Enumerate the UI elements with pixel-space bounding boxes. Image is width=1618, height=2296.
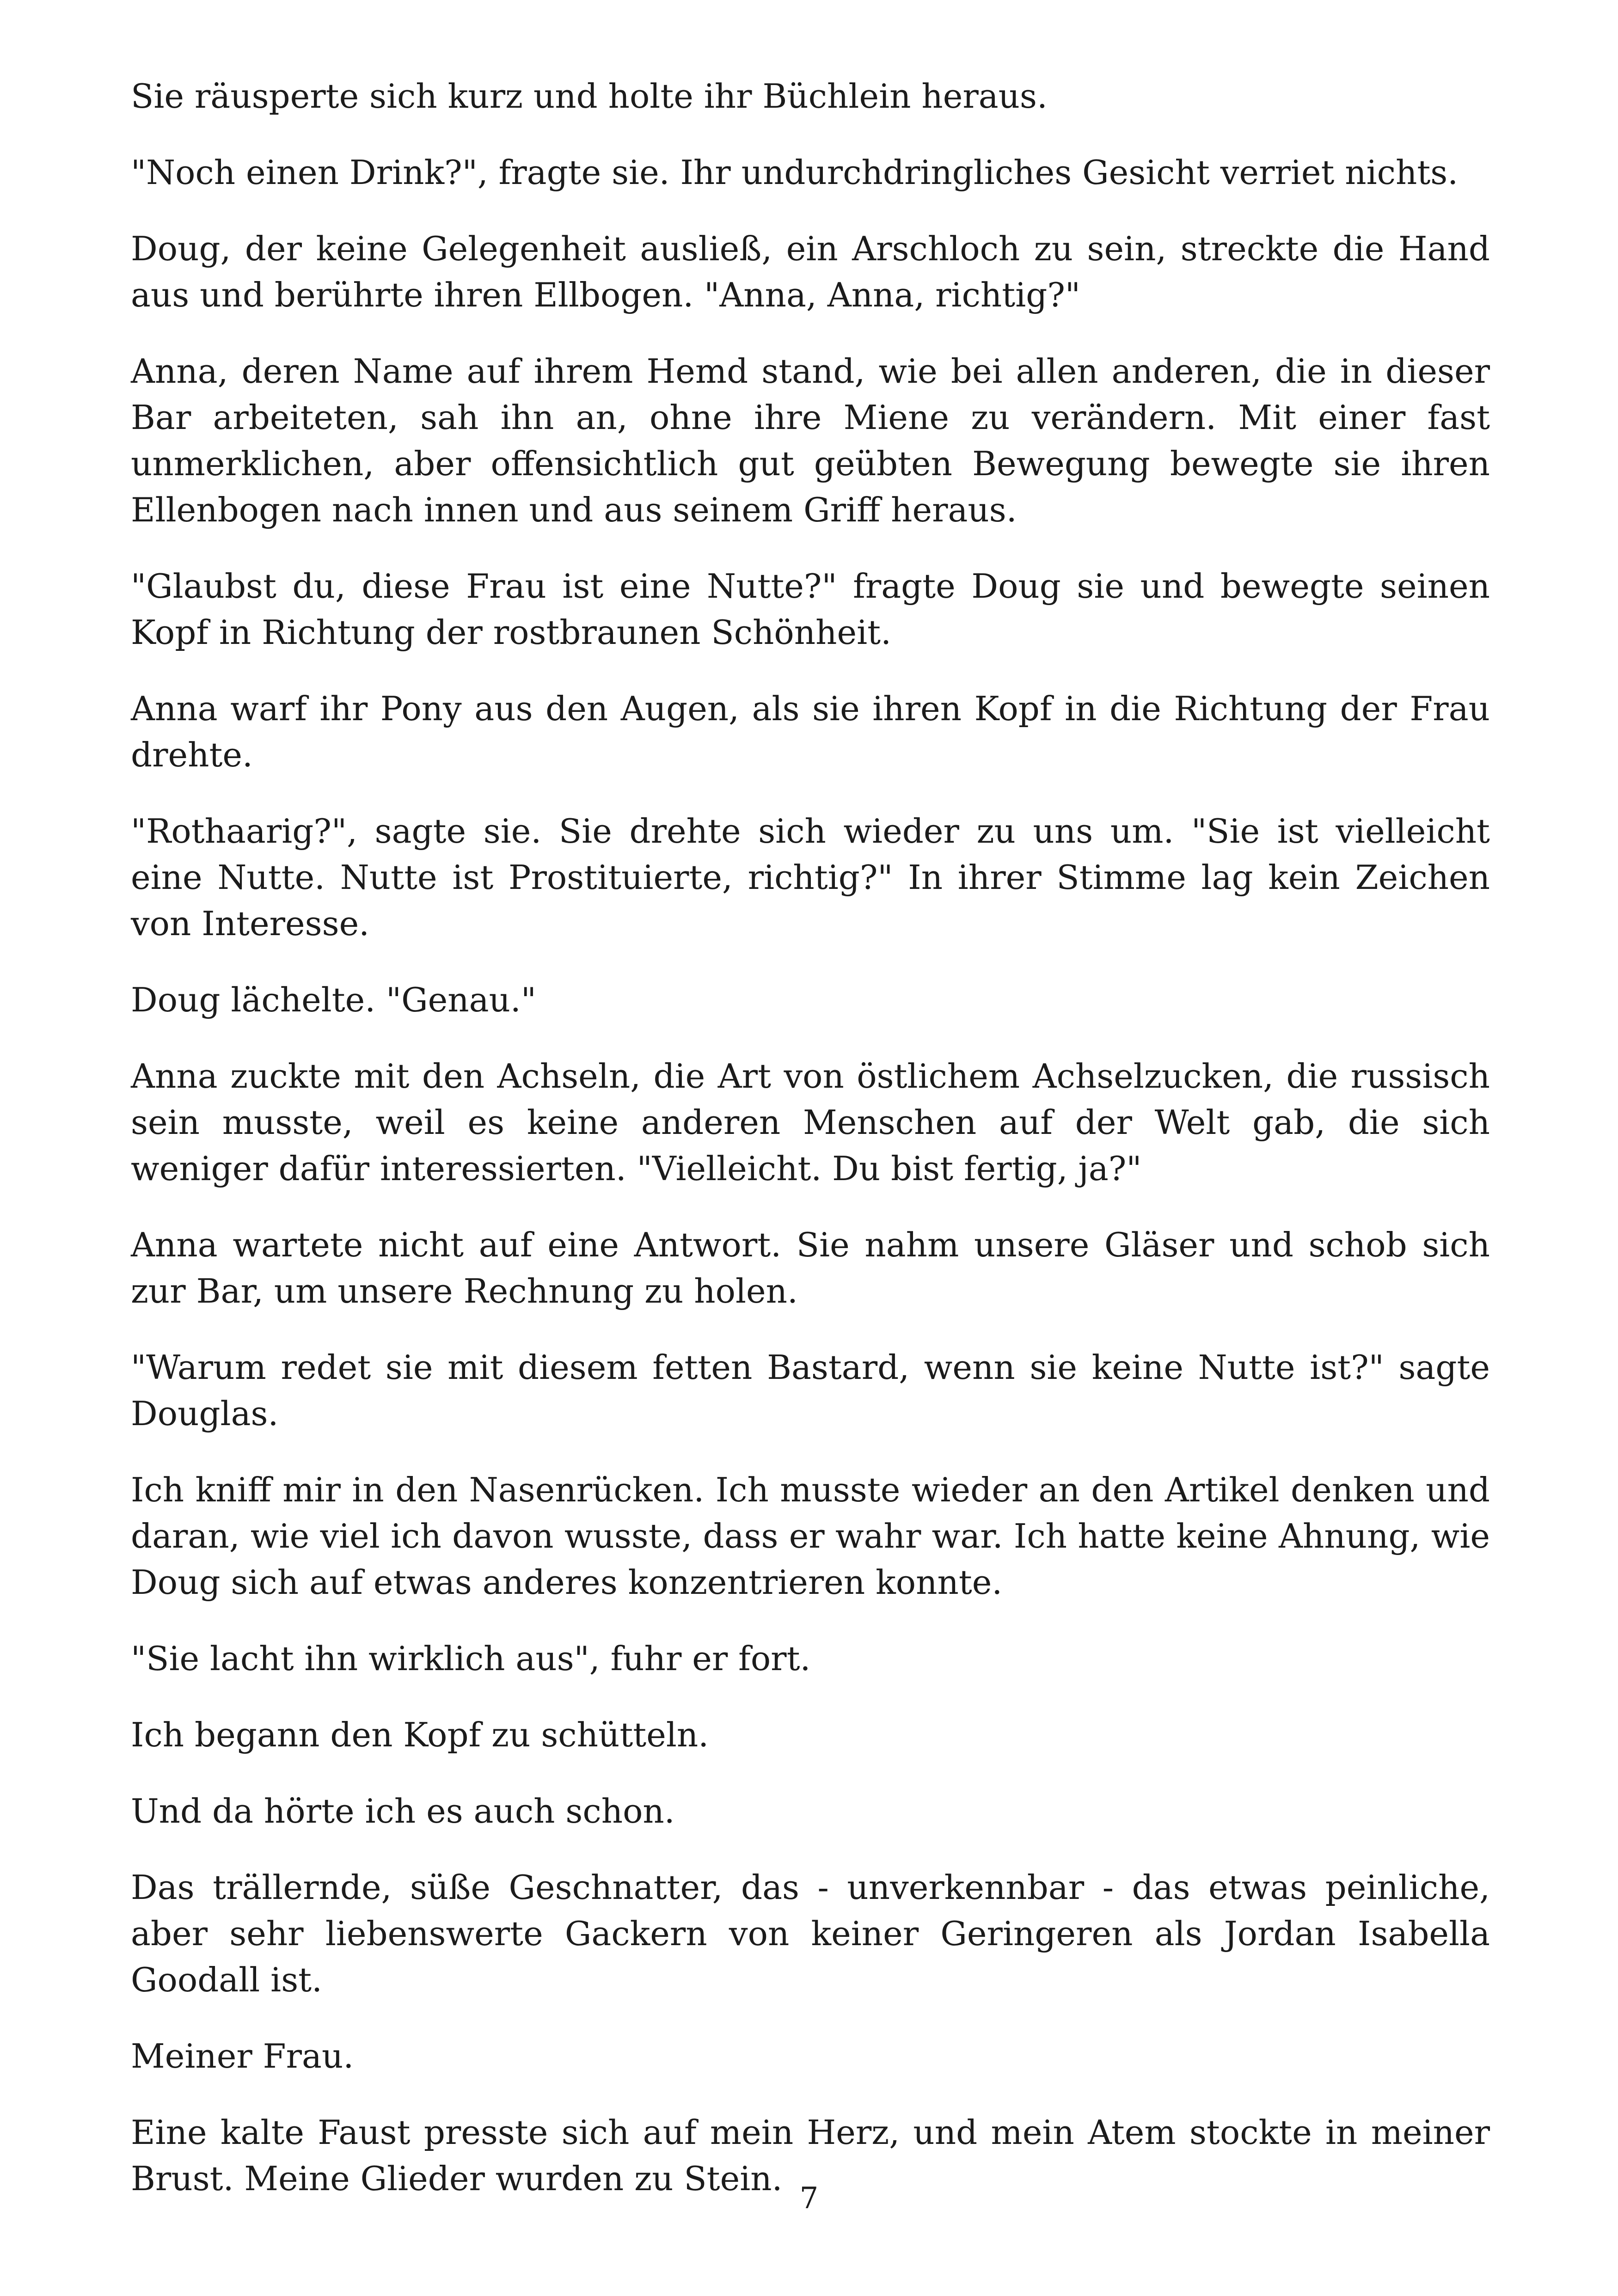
paragraph: Meiner Frau. [131, 2037, 354, 2076]
paragraph: Ich kniff mir in den Nasenrücken. Ich musste wieder an den Artikel denken und daran, wie viel ich davon wusste, dass er wahr war. Ich hatte keine Ahnung, wie Doug sich auf etwas anderes konzentrieren konnte. [131, 1470, 1490, 1602]
paragraph: Anna warf ihr Pony aus den Augen, als sie ihren Kopf in die Richtung der Frau drehte. [131, 689, 1490, 774]
paragraph: Das trällernde, süße Geschnatter, das - unverkennbar - das etwas peinliche, aber sehr liebenswerte Gackern von keiner Geringeren als Jordan Isabella Goodall ist. [131, 1868, 1490, 1999]
paragraph: Anna zuckte mit den Achseln, die Art von östlichem Achselzucken, die russisch sein musste, weil es keine anderen Menschen auf der Welt gab, die sich weniger dafür interessierten. "Vielleicht. Du bist fertig, ja?" [131, 1057, 1490, 1188]
paragraph: Und da hörte ich es auch schon. [131, 1792, 675, 1831]
paragraph: Ich begann den Kopf zu schütteln. [131, 1715, 709, 1754]
paragraph: "Warum redet sie mit diesem fetten Bastard, wenn sie keine Nutte ist?" sagte Douglas. [131, 1348, 1490, 1433]
paragraph: Doug, der keine Gelegenheit ausließ, ein Arschloch zu sein, streckte die Hand aus und berührte ihren Ellbogen. "Anna, Anna, richtig?" [131, 229, 1490, 314]
paragraph: Eine kalte Faust presste sich auf mein Herz, und mein Atem stockte in meiner Brust. Meine Glieder wurden zu Stein. [131, 2113, 1490, 2198]
paragraph: Doug lächelte. "Genau." [131, 980, 536, 1019]
paragraph: Anna, deren Name auf ihrem Hemd stand, wie bei allen anderen, die in dieser Bar arbeiteten, sah ihn an, ohne ihre Miene zu verändern. Mit einer fast unmerklichen, aber offensichtlich gut geübten Bewegung bewegte sie ihren Ellenbogen nach innen und aus seinem Griff heraus. [131, 352, 1490, 529]
paragraph: "Noch einen Drink?", fragte sie. Ihr undurchdringliches Gesicht verriet nichts. [131, 153, 1459, 192]
paragraph: Anna wartete nicht auf eine Antwort. Sie nahm unsere Gläser und schob sich zur Bar, um unsere Rechnung zu holen. [131, 1225, 1490, 1310]
body-text [131, 73, 1490, 2232]
paragraph: "Rothaarig?", sagte sie. Sie drehte sich wieder zu uns um. "Sie ist vielleicht eine Nutte. Nutte ist Prostituierte, richtig?" In ihrer Stimme lag kein Zeichen von Interesse. [131, 812, 1490, 943]
paragraph: Sie räusperte sich kurz und holte ihr Büchlein heraus. [131, 77, 1048, 116]
paragraph: "Glaubst du, diese Frau ist eine Nutte?" fragte Doug sie und bewegte seinen Kopf in Richtung der rostbraunen Schönheit. [131, 567, 1490, 652]
paragraph: "Sie lacht ihn wirklich aus", fuhr er fort. [131, 1639, 811, 1678]
page-number: 7 [799, 2181, 819, 2216]
